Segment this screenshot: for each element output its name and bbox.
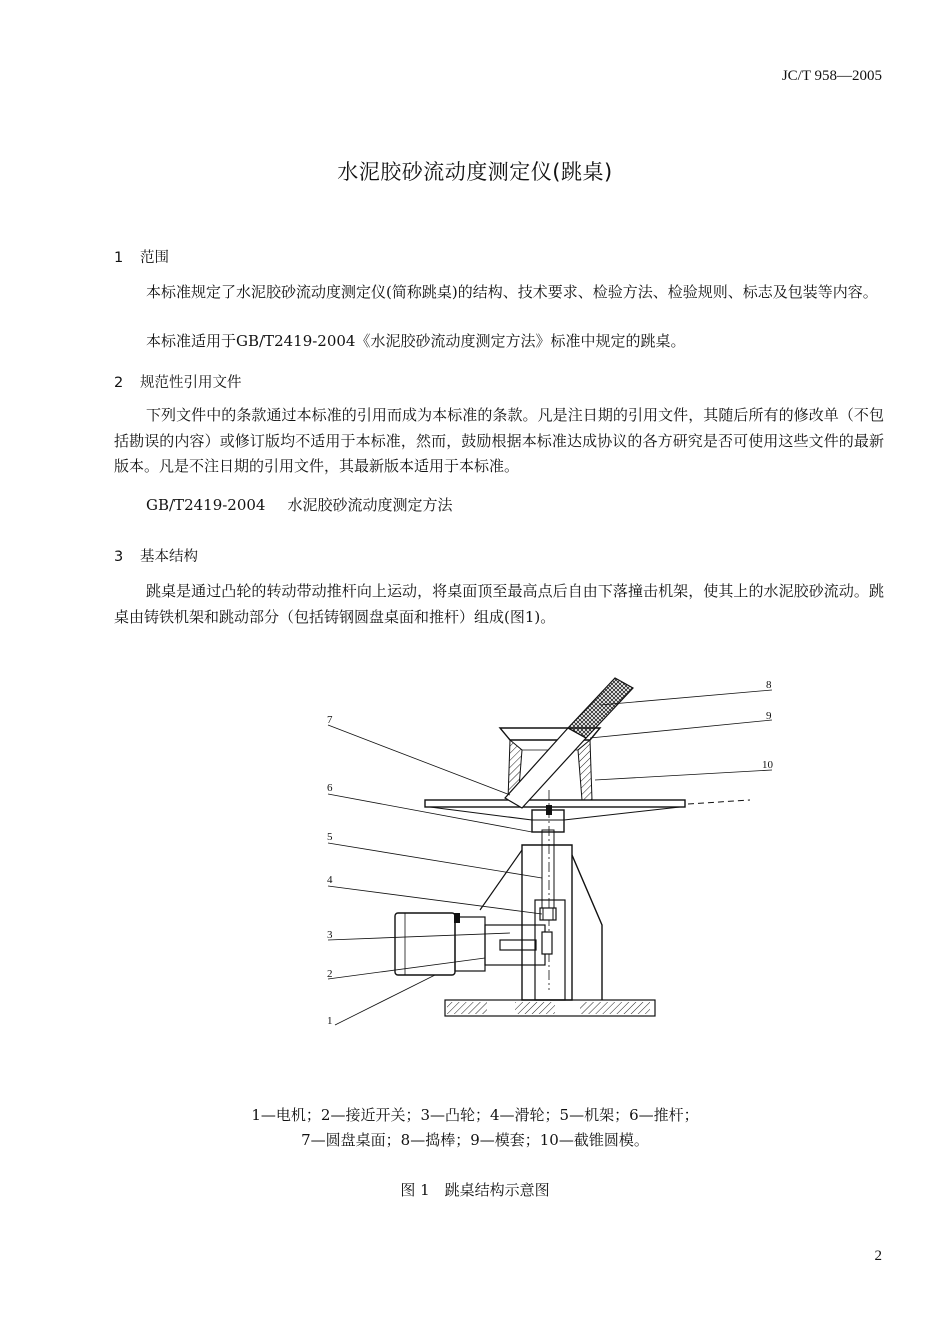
section-number: 3: [114, 549, 124, 565]
figure-caption-line-2: 7—圆盘桌面；8—捣棒；9—模套；10—截锥圆模。: [301, 1131, 649, 1149]
callout-3: 3: [327, 929, 333, 941]
section-number: 1: [114, 250, 124, 266]
paragraph-scope-1: 本标准规定了水泥胶砂流动度测定仪(简称跳桌)的结构、技术要求、检验方法、检验规则、标志及包装等内容。: [146, 283, 878, 301]
callout-6: 6: [327, 782, 333, 794]
section-heading-3: [114, 545, 198, 566]
callout-5: 5: [327, 831, 333, 843]
machine-frame: [480, 845, 602, 1000]
callout-8: 8: [766, 679, 772, 691]
flow-table-diagram: [310, 670, 780, 1040]
callout-7: 7: [327, 714, 333, 726]
reference-code: GB/T2419-2004: [146, 496, 266, 514]
page-number: 2: [874, 1248, 882, 1264]
callout-1: 1: [327, 1015, 333, 1027]
section-title: 范围: [140, 250, 169, 266]
callout-2: 2: [327, 968, 333, 980]
base-plate: [445, 1000, 655, 1016]
figure-caption-line-1: 1—电机；2—接近开关；3—凸轮；4—滑轮；5—机架；6—推杆；: [251, 1106, 699, 1124]
callout-4: 4: [327, 874, 333, 886]
reference-entry: [146, 494, 453, 515]
reference-title: 水泥胶砂流动度测定方法: [287, 496, 453, 514]
section-heading-1: [114, 246, 169, 267]
document-id: JC/T 958—2005: [781, 68, 882, 84]
callout-9: 9: [766, 710, 772, 722]
paragraph-scope-2: 本标准适用于GB/T2419-2004《水泥胶砂流动度测定方法》标准中规定的跳桌。: [146, 332, 686, 350]
section-heading-2: [114, 371, 242, 392]
figure-title: 图 1 跳桌结构示意图: [400, 1181, 550, 1199]
section-number: 2: [114, 375, 124, 391]
motor: [395, 913, 485, 975]
section-title: 基本结构: [140, 549, 198, 565]
tamping-rod: [505, 678, 633, 808]
disc-table-top: [425, 800, 750, 820]
cam: [485, 925, 552, 965]
paragraph-structure: 跳桌是通过凸轮的转动带动推杆向上运动，将桌面顶至最高点后自由下落撞击机架，使其上的水泥胶砂流动。跳桌由铸铁机架和跳动部分（包括铸钢圆盘桌面和推杆）组成(图1)。: [114, 582, 884, 626]
paragraph-references: 下列文件中的条款通过本标准的引用而成为本标准的条款。凡是注日期的引用文件，其随后所有的修改单（不包括勘误的内容）或修订版均不适用于本标准，然而，鼓励根据本标准达成协议的各方研究是否可使用这些文件的最新版本。凡是不注日期的引用文件，其最新版本适用于本标准。: [114, 406, 884, 475]
section-title: 规范性引用文件: [140, 375, 242, 391]
pulley: [540, 908, 556, 920]
callout-10: 10: [762, 759, 773, 771]
page-title: 水泥胶砂流动度测定仪(跳桌): [337, 160, 613, 184]
